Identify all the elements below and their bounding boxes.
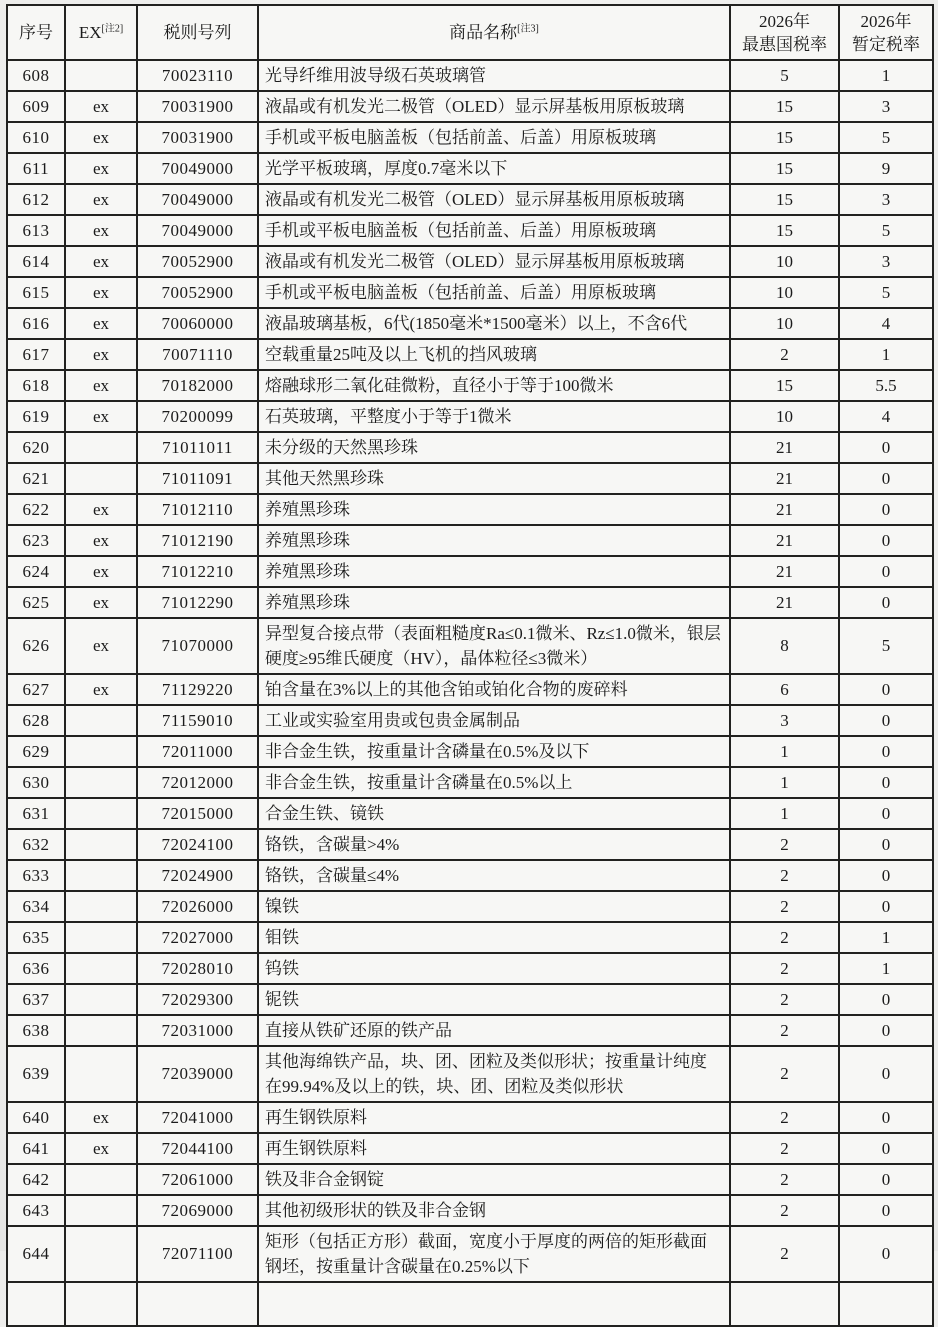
cell-provisional-rate: 1 <box>839 339 933 370</box>
header-mfn-rate-line2: 最惠国税率 <box>742 34 827 54</box>
cell-serial-number: 634 <box>7 891 65 922</box>
cell-mfn-rate: 21 <box>730 587 839 618</box>
cell-product-name: 铌铁 <box>258 984 730 1015</box>
cell-provisional-rate: 0 <box>839 1226 933 1282</box>
cell-serial-number: 616 <box>7 308 65 339</box>
cell-mfn-rate: 2 <box>730 1164 839 1195</box>
cell-tariff-code: 70060000 <box>137 308 258 339</box>
cell-serial-number: 642 <box>7 1164 65 1195</box>
cell-ex <box>65 1164 137 1195</box>
cell-provisional-rate: 3 <box>839 91 933 122</box>
table-row <box>7 829 933 860</box>
cell-serial-number: 641 <box>7 1133 65 1164</box>
cell-serial-number: 627 <box>7 674 65 705</box>
cell-serial-number: 626 <box>7 618 65 674</box>
cell-mfn-rate: 15 <box>730 122 839 153</box>
cell-mfn-rate: 10 <box>730 401 839 432</box>
cell-tariff-code: 72071100 <box>137 1226 258 1282</box>
cell-serial-number: 617 <box>7 339 65 370</box>
cell-tariff-code: 70200099 <box>137 401 258 432</box>
table-row <box>7 1102 933 1133</box>
table-row <box>7 1133 933 1164</box>
cell-tariff-code: 71011091 <box>137 463 258 494</box>
header-ex-note: [注2] <box>101 23 124 35</box>
cell-product-name: 养殖黑珍珠 <box>258 494 730 525</box>
cell-tariff-code: 72011000 <box>137 736 258 767</box>
cell-mfn-rate <box>730 1282 839 1326</box>
table-row <box>7 277 933 308</box>
cell-serial-number: 632 <box>7 829 65 860</box>
table-row <box>7 60 933 91</box>
table-row <box>7 122 933 153</box>
table-row <box>7 556 933 587</box>
cell-product-name: 未分级的天然黑珍珠 <box>258 432 730 463</box>
cell-tariff-code: 72024100 <box>137 829 258 860</box>
table-row <box>7 184 933 215</box>
cell-serial-number: 615 <box>7 277 65 308</box>
cell-mfn-rate: 2 <box>730 1195 839 1226</box>
cell-serial-number: 624 <box>7 556 65 587</box>
cell-provisional-rate: 4 <box>839 308 933 339</box>
cell-ex: ex <box>65 277 137 308</box>
table-row <box>7 494 933 525</box>
cell-ex <box>65 736 137 767</box>
cell-serial-number: 612 <box>7 184 65 215</box>
header-provisional-rate <box>839 5 933 60</box>
cell-mfn-rate: 21 <box>730 463 839 494</box>
cell-tariff-code: 70031900 <box>137 91 258 122</box>
cell-tariff-code: 72031000 <box>137 1015 258 1046</box>
cell-serial-number: 639 <box>7 1046 65 1102</box>
partial-next-row <box>7 1282 933 1326</box>
cell-product-name: 养殖黑珍珠 <box>258 556 730 587</box>
cell-mfn-rate: 10 <box>730 277 839 308</box>
cell-mfn-rate: 2 <box>730 1015 839 1046</box>
cell-tariff-code <box>137 1282 258 1326</box>
table-row <box>7 525 933 556</box>
cell-product-name: 养殖黑珍珠 <box>258 525 730 556</box>
table-row <box>7 91 933 122</box>
cell-ex: ex <box>65 674 137 705</box>
header-ex-label: EX <box>78 23 102 42</box>
cell-mfn-rate: 3 <box>730 705 839 736</box>
cell-serial-number: 608 <box>7 60 65 91</box>
cell-provisional-rate: 0 <box>839 891 933 922</box>
table-row <box>7 618 933 674</box>
table-row <box>7 401 933 432</box>
header-provisional-rate-line2: 暂定税率 <box>852 34 920 54</box>
cell-tariff-code: 71012190 <box>137 525 258 556</box>
cell-provisional-rate: 0 <box>839 1102 933 1133</box>
cell-ex <box>65 922 137 953</box>
cell-serial-number: 623 <box>7 525 65 556</box>
cell-product-name: 铁及非合金钢锭 <box>258 1164 730 1195</box>
cell-product-name: 工业或实验室用贵或包贵金属制品 <box>258 705 730 736</box>
cell-product-name: 熔融球形二氧化硅微粉，直径小于等于100微米 <box>258 370 730 401</box>
cell-ex <box>65 1282 137 1326</box>
cell-mfn-rate: 21 <box>730 525 839 556</box>
header-product-name-label: 商品名称 <box>449 23 518 42</box>
table-row <box>7 463 933 494</box>
header-mfn-rate-line1: 2026年 <box>759 11 810 31</box>
cell-serial-number: 609 <box>7 91 65 122</box>
cell-product-name: 光学平板玻璃，厚度0.7毫米以下 <box>258 153 730 184</box>
table-row <box>7 1015 933 1046</box>
cell-ex <box>65 1226 137 1282</box>
cell-tariff-code: 72039000 <box>137 1046 258 1102</box>
cell-provisional-rate <box>839 1282 933 1326</box>
cell-product-name: 非合金生铁，按重量计含磷量在0.5%以上 <box>258 767 730 798</box>
cell-serial-number: 610 <box>7 122 65 153</box>
cell-provisional-rate: 4 <box>839 401 933 432</box>
cell-product-name: 矩形（包括正方形）截面，宽度小于厚度的两倍的矩形截面钢坯，按重量计含碳量在0.25%以下 <box>258 1226 730 1282</box>
cell-tariff-code: 72029300 <box>137 984 258 1015</box>
cell-ex <box>65 891 137 922</box>
cell-product-name: 再生钢铁原料 <box>258 1133 730 1164</box>
cell-ex: ex <box>65 556 137 587</box>
table-row <box>7 1226 933 1282</box>
cell-tariff-code: 70052900 <box>137 277 258 308</box>
cell-tariff-code: 70071110 <box>137 339 258 370</box>
cell-tariff-code: 71159010 <box>137 705 258 736</box>
cell-ex <box>65 829 137 860</box>
cell-serial-number: 640 <box>7 1102 65 1133</box>
cell-ex: ex <box>65 308 137 339</box>
cell-ex: ex <box>65 246 137 277</box>
tariff-table <box>6 4 934 1327</box>
cell-ex <box>65 798 137 829</box>
cell-tariff-code: 72069000 <box>137 1195 258 1226</box>
cell-ex <box>65 463 137 494</box>
cell-mfn-rate: 2 <box>730 1226 839 1282</box>
table-row <box>7 1195 933 1226</box>
cell-serial-number: 622 <box>7 494 65 525</box>
cell-tariff-code: 72028010 <box>137 953 258 984</box>
table-row <box>7 370 933 401</box>
cell-provisional-rate: 0 <box>839 984 933 1015</box>
cell-tariff-code: 71012290 <box>137 587 258 618</box>
cell-provisional-rate: 0 <box>839 860 933 891</box>
cell-tariff-code: 71012110 <box>137 494 258 525</box>
cell-ex <box>65 860 137 891</box>
cell-mfn-rate: 5 <box>730 60 839 91</box>
table-header <box>7 5 933 60</box>
cell-ex: ex <box>65 401 137 432</box>
cell-tariff-code: 72012000 <box>137 767 258 798</box>
cell-mfn-rate: 15 <box>730 184 839 215</box>
table-row <box>7 705 933 736</box>
cell-product-name: 手机或平板电脑盖板（包括前盖、后盖）用原板玻璃 <box>258 277 730 308</box>
cell-ex: ex <box>65 153 137 184</box>
cell-provisional-rate: 0 <box>839 1164 933 1195</box>
cell-provisional-rate: 5.5 <box>839 370 933 401</box>
cell-tariff-code: 70049000 <box>137 215 258 246</box>
cell-ex <box>65 1046 137 1102</box>
cell-ex: ex <box>65 494 137 525</box>
cell-tariff-code: 72044100 <box>137 1133 258 1164</box>
cell-serial-number: 630 <box>7 767 65 798</box>
table-row <box>7 153 933 184</box>
cell-mfn-rate: 15 <box>730 153 839 184</box>
cell-tariff-code: 70023110 <box>137 60 258 91</box>
cell-tariff-code: 72024900 <box>137 860 258 891</box>
cell-product-name: 液晶或有机发光二极管（OLED）显示屏基板用原板玻璃 <box>258 246 730 277</box>
cell-mfn-rate: 1 <box>730 736 839 767</box>
cell-ex <box>65 1015 137 1046</box>
cell-product-name: 再生钢铁原料 <box>258 1102 730 1133</box>
table-row <box>7 339 933 370</box>
cell-tariff-code: 71011011 <box>137 432 258 463</box>
cell-product-name: 其他初级形状的铁及非合金钢 <box>258 1195 730 1226</box>
cell-provisional-rate: 0 <box>839 1133 933 1164</box>
cell-serial-number: 621 <box>7 463 65 494</box>
cell-provisional-rate: 1 <box>839 922 933 953</box>
table-row <box>7 587 933 618</box>
cell-tariff-code: 70049000 <box>137 153 258 184</box>
cell-mfn-rate: 2 <box>730 829 839 860</box>
header-product-name <box>258 5 730 60</box>
cell-product-name: 铬铁，含碳量≤4% <box>258 860 730 891</box>
header-tariff-code: 税则号列 <box>137 5 258 60</box>
table-row <box>7 736 933 767</box>
cell-product-name: 手机或平板电脑盖板（包括前盖、后盖）用原板玻璃 <box>258 122 730 153</box>
cell-provisional-rate: 0 <box>839 798 933 829</box>
cell-ex: ex <box>65 122 137 153</box>
cell-mfn-rate: 21 <box>730 494 839 525</box>
cell-tariff-code: 72027000 <box>137 922 258 953</box>
header-serial-number: 序号 <box>7 5 65 60</box>
cell-ex: ex <box>65 525 137 556</box>
cell-mfn-rate: 10 <box>730 308 839 339</box>
cell-product-name: 液晶玻璃基板，6代(1850毫米*1500毫米）以上，不含6代 <box>258 308 730 339</box>
cell-serial-number: 637 <box>7 984 65 1015</box>
cell-provisional-rate: 0 <box>839 432 933 463</box>
cell-mfn-rate: 2 <box>730 922 839 953</box>
cell-product-name: 异型复合接点带（表面粗糙度Ra≤0.1微米、Rz≤1.0微米，银层硬度≥95维氏硬度（HV），晶体粒径≤3微米） <box>258 618 730 674</box>
table-row <box>7 432 933 463</box>
cell-ex <box>65 432 137 463</box>
table-row <box>7 246 933 277</box>
table-row <box>7 860 933 891</box>
cell-provisional-rate: 0 <box>839 829 933 860</box>
cell-serial-number: 633 <box>7 860 65 891</box>
table-row <box>7 922 933 953</box>
cell-tariff-code: 70049000 <box>137 184 258 215</box>
cell-ex <box>65 767 137 798</box>
table-row <box>7 891 933 922</box>
cell-ex <box>65 60 137 91</box>
table-row <box>7 215 933 246</box>
cell-product-name: 手机或平板电脑盖板（包括前盖、后盖）用原板玻璃 <box>258 215 730 246</box>
cell-tariff-code: 70052900 <box>137 246 258 277</box>
cell-provisional-rate: 5 <box>839 215 933 246</box>
cell-mfn-rate: 21 <box>730 556 839 587</box>
table-row <box>7 1046 933 1102</box>
cell-provisional-rate: 5 <box>839 122 933 153</box>
cell-mfn-rate: 21 <box>730 432 839 463</box>
cell-ex: ex <box>65 215 137 246</box>
table-row <box>7 308 933 339</box>
cell-provisional-rate: 0 <box>839 556 933 587</box>
cell-mfn-rate: 15 <box>730 370 839 401</box>
cell-provisional-rate: 1 <box>839 953 933 984</box>
cell-product-name: 铬铁，含碳量>4% <box>258 829 730 860</box>
cell-product-name: 铂含量在3%以上的其他含铂或铂化合物的废碎料 <box>258 674 730 705</box>
cell-product-name: 镍铁 <box>258 891 730 922</box>
cell-serial-number: 629 <box>7 736 65 767</box>
cell-product-name: 液晶或有机发光二极管（OLED）显示屏基板用原板玻璃 <box>258 91 730 122</box>
table-row <box>7 798 933 829</box>
cell-ex: ex <box>65 618 137 674</box>
cell-mfn-rate: 15 <box>730 91 839 122</box>
cell-mfn-rate: 2 <box>730 984 839 1015</box>
header-product-name-note: [注3] <box>517 23 539 35</box>
cell-product-name: 钼铁 <box>258 922 730 953</box>
cell-tariff-code: 72026000 <box>137 891 258 922</box>
cell-provisional-rate: 0 <box>839 494 933 525</box>
cell-mfn-rate: 10 <box>730 246 839 277</box>
cell-mfn-rate: 2 <box>730 891 839 922</box>
table-row <box>7 767 933 798</box>
cell-ex: ex <box>65 370 137 401</box>
cell-ex: ex <box>65 587 137 618</box>
cell-mfn-rate: 15 <box>730 215 839 246</box>
cell-product-name: 直接从铁矿还原的铁产品 <box>258 1015 730 1046</box>
cell-provisional-rate: 3 <box>839 184 933 215</box>
cell-serial-number: 620 <box>7 432 65 463</box>
cell-tariff-code: 72061000 <box>137 1164 258 1195</box>
cell-mfn-rate: 2 <box>730 860 839 891</box>
cell-provisional-rate: 0 <box>839 1046 933 1102</box>
table-row <box>7 984 933 1015</box>
cell-mfn-rate: 6 <box>730 674 839 705</box>
cell-mfn-rate: 2 <box>730 953 839 984</box>
table-row <box>7 674 933 705</box>
cell-tariff-code: 70031900 <box>137 122 258 153</box>
cell-ex: ex <box>65 1102 137 1133</box>
cell-mfn-rate: 8 <box>730 618 839 674</box>
cell-provisional-rate: 1 <box>839 60 933 91</box>
cell-tariff-code: 70182000 <box>137 370 258 401</box>
cell-serial-number: 635 <box>7 922 65 953</box>
cell-ex: ex <box>65 339 137 370</box>
cell-mfn-rate: 2 <box>730 339 839 370</box>
cell-serial-number: 636 <box>7 953 65 984</box>
cell-serial-number: 619 <box>7 401 65 432</box>
cell-provisional-rate: 9 <box>839 153 933 184</box>
cell-tariff-code: 72015000 <box>137 798 258 829</box>
table-row <box>7 953 933 984</box>
cell-product-name: 空载重量25吨及以上飞机的挡风玻璃 <box>258 339 730 370</box>
cell-provisional-rate: 5 <box>839 618 933 674</box>
header-provisional-rate-line1: 2026年 <box>860 11 912 31</box>
table-row <box>7 1164 933 1195</box>
cell-serial-number: 638 <box>7 1015 65 1046</box>
cell-product-name: 石英玻璃，平整度小于等于1微米 <box>258 401 730 432</box>
table-body <box>7 60 933 1326</box>
cell-serial-number <box>7 1282 65 1326</box>
cell-serial-number: 631 <box>7 798 65 829</box>
cell-mfn-rate: 1 <box>730 798 839 829</box>
cell-product-name: 液晶或有机发光二极管（OLED）显示屏基板用原板玻璃 <box>258 184 730 215</box>
cell-provisional-rate: 0 <box>839 674 933 705</box>
cell-tariff-code: 72041000 <box>137 1102 258 1133</box>
header-ex <box>65 5 137 60</box>
cell-provisional-rate: 0 <box>839 1195 933 1226</box>
header-mfn-rate <box>730 5 839 60</box>
cell-ex: ex <box>65 1133 137 1164</box>
cell-product-name: 非合金生铁，按重量计含磷量在0.5%及以下 <box>258 736 730 767</box>
cell-mfn-rate: 2 <box>730 1046 839 1102</box>
cell-serial-number: 628 <box>7 705 65 736</box>
cell-serial-number: 643 <box>7 1195 65 1226</box>
cell-ex <box>65 705 137 736</box>
cell-mfn-rate: 2 <box>730 1102 839 1133</box>
cell-product-name: 钨铁 <box>258 953 730 984</box>
cell-serial-number: 611 <box>7 153 65 184</box>
cell-product-name: 养殖黑珍珠 <box>258 587 730 618</box>
cell-product-name: 合金生铁、镜铁 <box>258 798 730 829</box>
cell-provisional-rate: 0 <box>839 1015 933 1046</box>
cell-product-name: 其他海绵铁产品，块、团、团粒及类似形状；按重量计纯度在99.94%及以上的铁，块、团、团粒及类似形状 <box>258 1046 730 1102</box>
cell-tariff-code: 71012210 <box>137 556 258 587</box>
cell-product-name <box>258 1282 730 1326</box>
cell-ex <box>65 953 137 984</box>
cell-provisional-rate: 0 <box>839 463 933 494</box>
cell-product-name: 光导纤维用波导级石英玻璃管 <box>258 60 730 91</box>
cell-provisional-rate: 0 <box>839 705 933 736</box>
cell-ex <box>65 984 137 1015</box>
header-row <box>7 5 933 60</box>
cell-serial-number: 625 <box>7 587 65 618</box>
cell-ex: ex <box>65 184 137 215</box>
cell-mfn-rate: 1 <box>730 767 839 798</box>
cell-serial-number: 618 <box>7 370 65 401</box>
cell-provisional-rate: 0 <box>839 736 933 767</box>
cell-provisional-rate: 3 <box>839 246 933 277</box>
cell-ex <box>65 1195 137 1226</box>
cell-tariff-code: 71070000 <box>137 618 258 674</box>
cell-provisional-rate: 0 <box>839 767 933 798</box>
cell-ex: ex <box>65 91 137 122</box>
cell-product-name: 其他天然黑珍珠 <box>258 463 730 494</box>
cell-provisional-rate: 5 <box>839 277 933 308</box>
cell-serial-number: 644 <box>7 1226 65 1282</box>
cell-serial-number: 613 <box>7 215 65 246</box>
cell-tariff-code: 71129220 <box>137 674 258 705</box>
cell-provisional-rate: 0 <box>839 587 933 618</box>
cell-serial-number: 614 <box>7 246 65 277</box>
cell-mfn-rate: 2 <box>730 1133 839 1164</box>
cell-provisional-rate: 0 <box>839 525 933 556</box>
